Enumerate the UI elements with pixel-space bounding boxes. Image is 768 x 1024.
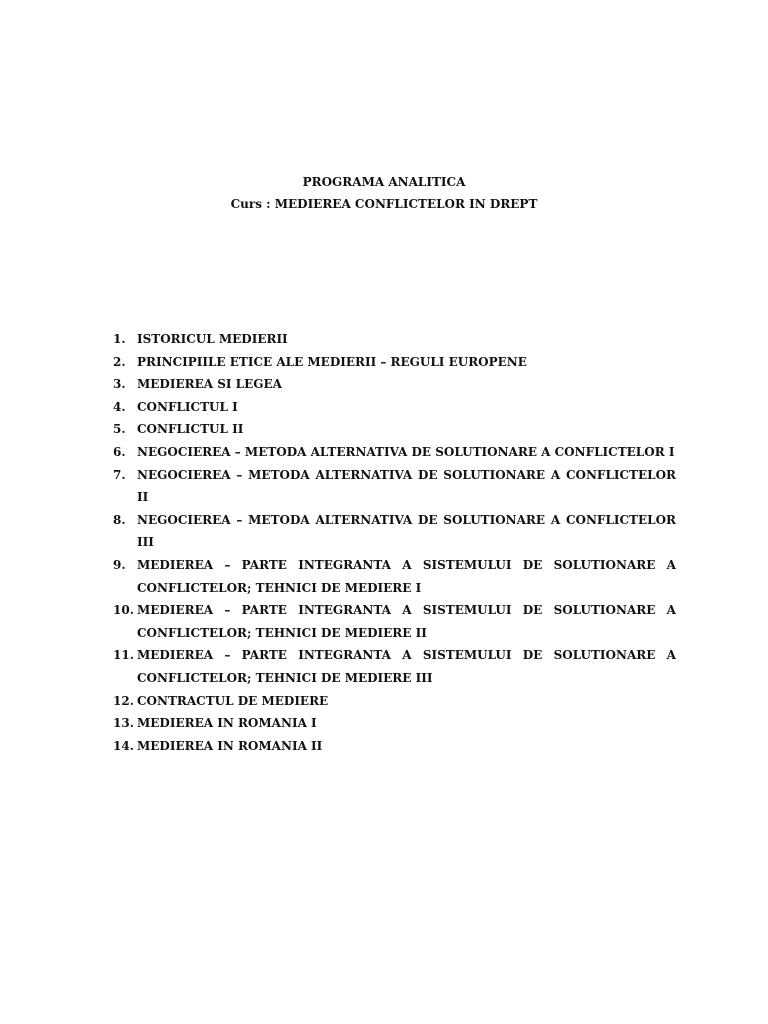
list-item-number: 6. <box>113 444 126 459</box>
list-item-number: 5. <box>113 422 126 437</box>
list-item-text: CONFLICTUL I <box>137 399 238 414</box>
list-item-text: CONFLICTUL II <box>137 422 244 437</box>
list-item-number: 1. <box>113 332 126 346</box>
list-item-text: MEDIEREA – PARTE INTEGRANTA A SISTEMULUI DE SOLUTIONARE A CONFLICTELOR; TEHNICI DE MEDIERE I <box>137 557 676 595</box>
list-item <box>113 712 676 735</box>
list-item <box>113 735 676 758</box>
list-item <box>113 690 676 713</box>
list-item-number: 9. <box>113 557 126 572</box>
list-item-number: 2. <box>113 354 126 369</box>
course-topic-list <box>113 328 676 757</box>
list-item-text: NEGOCIEREA – METODA ALTERNATIVA DE SOLUTIONARE A CONFLICTELOR II <box>137 467 676 505</box>
list-item-text: MEDIEREA IN ROMANIA II <box>137 738 323 753</box>
document-title: PROGRAMA ANALITICA <box>302 175 466 189</box>
list-item <box>113 599 676 644</box>
list-item-number: 11. <box>113 648 134 663</box>
list-item-text: CONTRACTUL DE MEDIERE <box>137 693 329 708</box>
list-item-text: PRINCIPIILE ETICE ALE MEDIERII – REGULI EUROPENE <box>137 354 527 369</box>
list-item <box>113 509 676 554</box>
list-item-text: NEGOCIEREA – METODA ALTERNATIVA DE SOLUTIONARE A CONFLICTELOR I <box>137 444 675 459</box>
document-subtitle: Curs : MEDIEREA CONFLICTELOR IN DREPT <box>230 197 538 211</box>
list-item-number: 8. <box>113 512 126 527</box>
list-item-text: ISTORICUL MEDIERII <box>137 332 288 346</box>
list-item <box>113 396 676 419</box>
list-item-number: 4. <box>113 399 126 414</box>
list-item <box>113 464 676 509</box>
list-item-text: MEDIEREA – PARTE INTEGRANTA A SISTEMULUI DE SOLUTIONARE A CONFLICTELOR; TEHNICI DE MEDIERE II <box>137 603 676 640</box>
list-item-number: 12. <box>113 693 134 708</box>
list-item <box>113 328 676 351</box>
list-item-text: MEDIEREA – PARTE INTEGRANTA A SISTEMULUI DE SOLUTIONARE A CONFLICTELOR; TEHNICI DE MEDIERE III <box>137 648 676 685</box>
list-item <box>113 554 676 599</box>
list-item <box>113 373 676 396</box>
list-item-number: 3. <box>113 377 126 392</box>
list-item-number: 13. <box>113 716 134 731</box>
list-item <box>113 644 676 689</box>
list-item <box>113 441 676 464</box>
list-item-text: MEDIEREA IN ROMANIA I <box>137 716 317 731</box>
list-item <box>113 418 676 441</box>
list-item <box>113 351 676 374</box>
list-item-text: MEDIEREA SI LEGEA <box>137 377 282 392</box>
list-item-number: 10. <box>113 603 134 618</box>
list-item-text: NEGOCIEREA – METODA ALTERNATIVA DE SOLUTIONARE A CONFLICTELOR III <box>137 512 676 550</box>
document-header <box>0 171 768 215</box>
list-item-number: 14. <box>113 738 134 753</box>
list-item-number: 7. <box>113 467 126 482</box>
